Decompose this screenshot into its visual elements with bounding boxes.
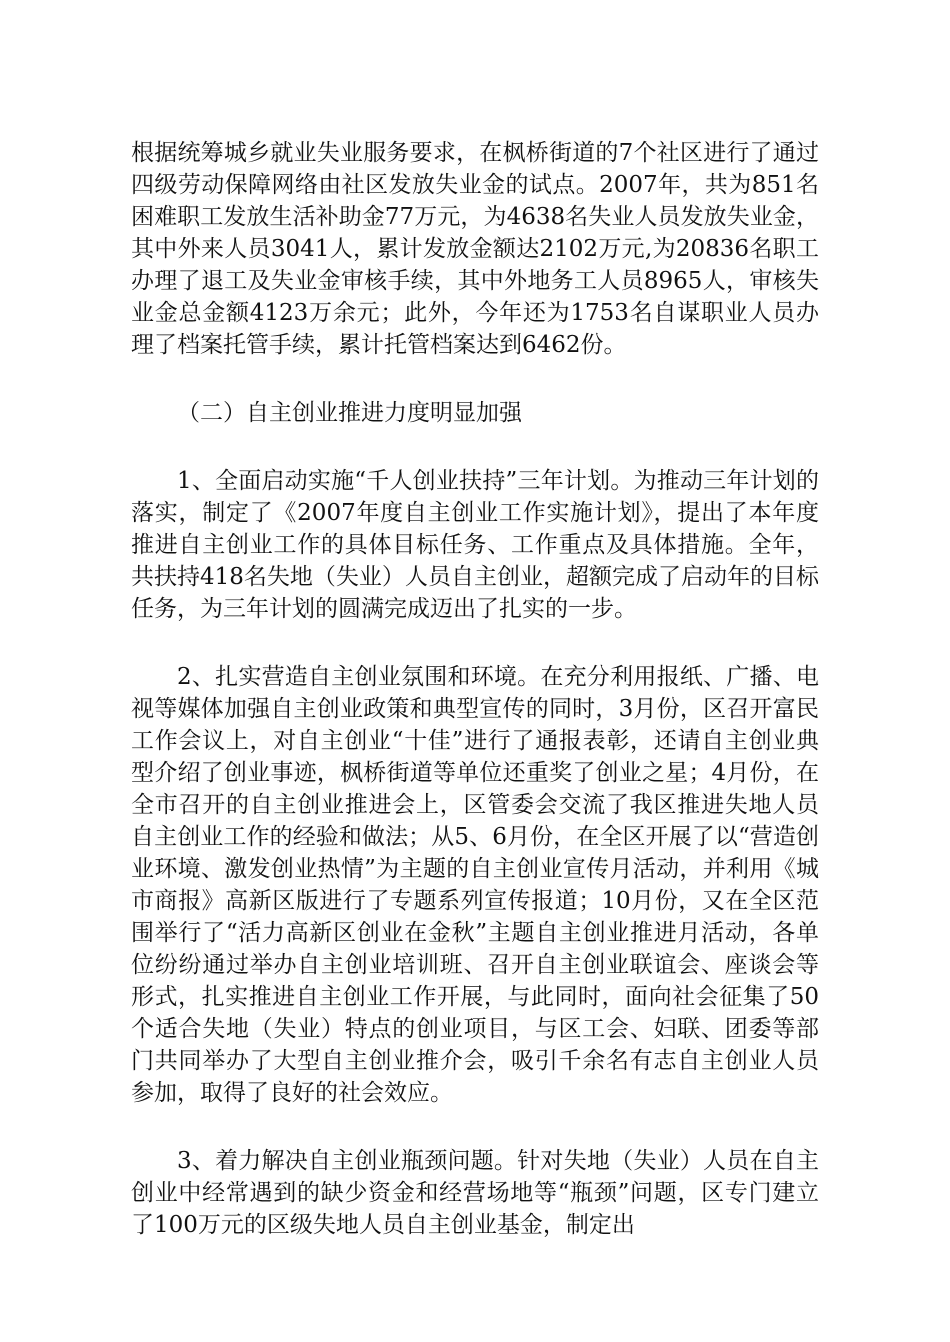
section-heading-entrepreneurship: （二）自主创业推进力度明显加强 (177, 400, 522, 426)
paragraph-spacer (131, 625, 819, 661)
paragraph-spacer (131, 361, 819, 397)
paragraph-entrepreneurship-atmosphere: 2、扎实营造自主创业氛围和环境。在充分利用报纸、广播、电视等媒体加强自主创业政策和典型宣传的同时，3月份，区召开富民工作会议上，对自主创业“十佳”进行了通报表彰，还请自主创业典型介绍了创业事迹，枫桥街道等单位还重奖了创业之星；4月份，在全市召开的自主创业推进会上，区管委会交流了我区推进失地人员自主创业工作的经验和做法；从5、6月份，在全区开展了以“营造创业环境、激发创业热情”为主题的自主创业宣传月活动，并利用《城市商报》高新区版进行了专题系列宣传报道；10月份，又在全区范围举行了“活力高新区创业在金秋”主题自主创业推进月活动，各单位纷纷通过举办自主创业培训班、召开自主创业联谊会、座谈会等形式，扎实推进自主创业工作开展，与此同时，面向社会征集了50个适合失地（失业）特点的创业项目，与区工会、妇联、团委等部门共同举办了大型自主创业推介会，吸引千余名有志自主创业人员参加，取得了良好的社会效应。 (131, 664, 819, 1106)
document-body (131, 137, 819, 1241)
paragraph-spacer (131, 429, 819, 465)
paragraph-bottleneck-issues: 3、着力解决自主创业瓶颈问题。针对失地（失业）人员在自主创业中经常遇到的缺少资金和经营场地等“瓶颈”问题，区专门建立了100万元的区级失地人员自主创业基金，制定出 (131, 1148, 819, 1238)
paragraph-unemployment-services: 根据统筹城乡就业失业服务要求，在枫桥街道的7个社区进行了通过四级劳动保障网络由社区发放失业金的试点。2007年，共为851名困难职工发放生活补助金77万元，为4638名失业人员发放失业金，其中外来人员3041人，累计发放金额达2102万元,为20836名职工办理了退工及失业金审核手续，其中外地务工人员8965人，审核失业金总金额4123万余元；此外，今年还为1753名自谋职业人员办理了档案托管手续，累计托管档案达到6462份。 (131, 140, 819, 358)
paragraph-thousand-startup-plan: 1、全面启动实施“千人创业扶持”三年计划。为推动三年计划的落实，制定了《2007年度自主创业工作实施计划》，提出了本年度推进自主创业工作的具体目标任务、工作重点及具体措施。全年，共扶持418名失地（失业）人员自主创业，超额完成了启动年的目标任务，为三年计划的圆满完成迈出了扎实的一步。 (131, 468, 819, 622)
paragraph-spacer (131, 1109, 819, 1145)
